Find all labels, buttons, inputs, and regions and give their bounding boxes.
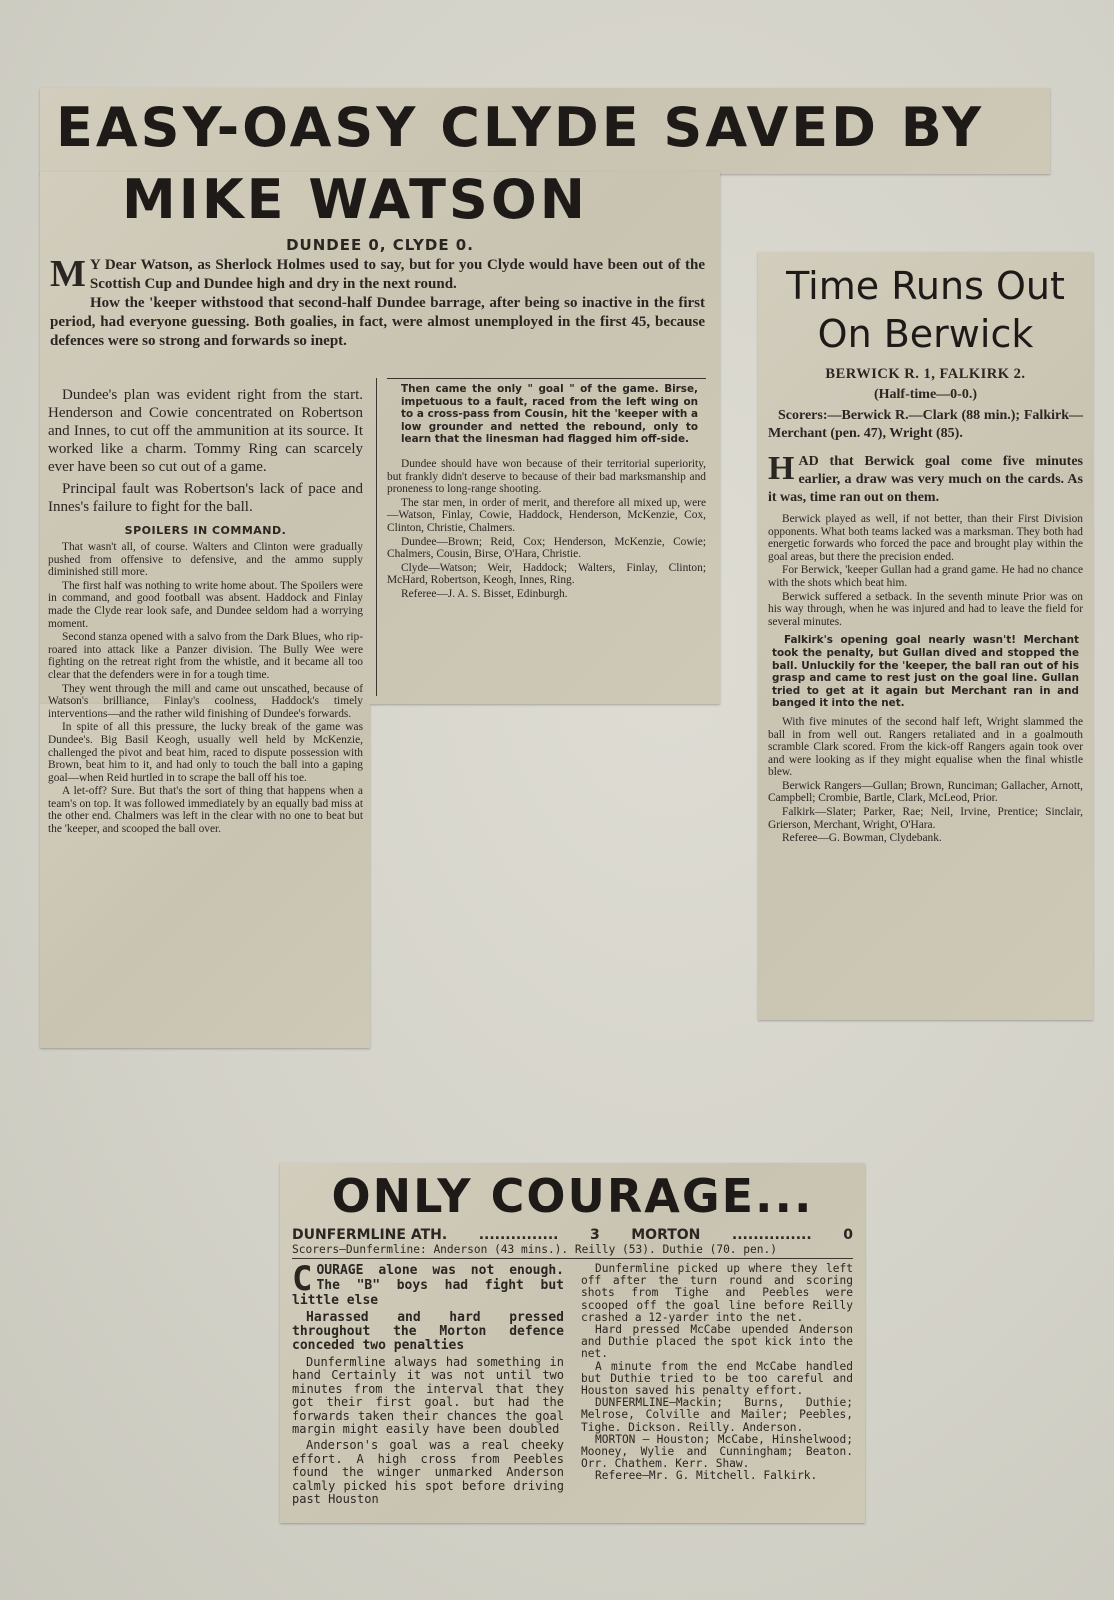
clyde-col2-p3: Dundee—Brown; Reid, Cox; Henderson, McKenzie, Cowie; Chalmers, Cousin, Birse, O'Hara, Christie.: [387, 535, 706, 561]
courage-lead: [292, 1259, 564, 1308]
berwick-p1: Berwick played as well, if not better, than their First Division opponents. What both teams lacked was a marksman. They both had energetic forwards who forced the pace and brought play within the goal areas, but there the precision ended.: [768, 513, 1083, 563]
berwick-article: [758, 252, 1093, 1020]
berwick-lead: [768, 450, 1083, 507]
clyde-col2-p2: The star men, in order of merit, and therefore all mixed up, were—Watson, Finlay, Cowie, Haddock, Henderson, McKenzie, Cox, Clinton, Christie, Chalmers.: [387, 496, 706, 534]
berwick-p4: With five minutes of the second half left, Wright slammed the ball in from well out. Rangers retaliated and in a goalmouth scramble Clark scored. From the kick-off Rangers again took over and were looking as if they might equalise when the final whistle blew.: [768, 715, 1083, 779]
clyde-headline-line2: MIKE WATSON: [122, 172, 588, 231]
clyde-column-2: [376, 378, 706, 696]
berwick-headline-line2: On Berwick: [817, 312, 1034, 356]
courage-p4: Dunfermline picked up where they left off after the turn round and scoring shots from Tighe and Peebles were scooped off the goal line before Reilly crashed a 12-yarder into the net.: [581, 1262, 853, 1324]
courage-p3: Anderson's goal was a real cheeky effort. A high cross from Peebles found the winger unmarked Anderson calmly picked his spot before driving past Houston: [292, 1438, 564, 1507]
courage-p6: A minute from the end McCabe handled but Duthie tried to be too careful and Houston saved his penalty effort.: [581, 1359, 853, 1398]
courage-dots1: ...............: [478, 1227, 559, 1243]
courage-result-line: [292, 1227, 853, 1243]
clyde-col2-p1: Dundee should have won because of their territorial superiority, but frankly didn't deserve to because of their bad marksmanship and proneness to long-range shooting.: [387, 457, 706, 496]
courage-p7: DUNFERMLINE—Mackin; Burns, Duthie; Melrose, Colville and Mailer; Peebles, Tighe. Dickson. Reilly. Anderson.: [581, 1396, 853, 1434]
clyde-goal-box: Then came the only " goal " of the game. Birse, impetuous to a fault, raced from the left wing on to a cross-pass from Cousin, hit the 'keeper with a low grounder and netted the rebound, only to learn that the linesman had flagged him off-side.: [387, 378, 706, 454]
courage-p5: Hard pressed McCabe upended Anderson and Duthie placed the spot kick into the net.: [581, 1323, 853, 1361]
clyde-subhead: SPOILERS IN COMMAND.: [124, 524, 287, 537]
courage-column-1: [292, 1259, 564, 1507]
clyde-col1-p3: That wasn't all, of course. Walters and Clinton were gradually pushed from offensive to defensive, and the ammo supply diminished still more.: [48, 541, 363, 579]
courage-dots2: ...............: [731, 1227, 812, 1243]
clyde-score: DUNDEE 0, CLYDE 0.: [286, 236, 474, 254]
berwick-body-2: [768, 716, 1083, 845]
clyde-col1-p5: Second stanza opened with a salvo from the Dark Blues, who rip-roared into attack like a Panzer division. The Bully Wee were fighting on the retreat right from the whistle, and it became all too clear that the defenders were in for a tough time.: [48, 631, 363, 681]
berwick-p2: For Berwick, 'keeper Gullan had a grand game. He had no chance with the shots which beat him.: [768, 564, 1083, 589]
berwick-p7: Referee—G. Bowman, Clydebank.: [782, 832, 942, 845]
berwick-p5: Berwick Rangers—Gullan; Brown, Runciman; Gallacher, Arnott, Campbell; Crombie, Bartle, Clark, McLeod, Prior.: [768, 779, 1083, 805]
clyde-col1-p7: In spite of all this pressure, the lucky break of the game was Dundee's. Big Basil Keogh, usually well held by McKenzie, challenged the pivot and beat him, raced to dispute possession with Brown, beat him to it, and had only to touch the ball into a gaping goal—when Reid hurtled in to scrape the ball off his toe.: [48, 721, 363, 784]
courage-p2: Dunfermline always had something in hand Certainly it was not until two minutes from the interval that they got their first goal. but had the forwards taken their chances the goal margin might easily have been doubled: [292, 1355, 564, 1437]
clyde-lead-p2: How the 'keeper withstood that second-half Dundee barrage, after being so inactive in the first period, had everyone guessing. Both goalies, in fact, were almost unemployed in the first 45, because defences were so strong and forwards so inept.: [50, 295, 705, 349]
clyde-col1-p1: Dundee's plan was evident right from the start. Henderson and Cowie concentrated on Robertson and Innes, to cut off the ammunition at its source. It worked like a charm. Tommy Ring can scarcely ever have been so cut out of a game.: [48, 387, 363, 475]
berwick-p6: Falkirk—Slater; Parker, Rae; Neil, Irvine, Prentice; Sinclair, Grierson, Merchant, Wright, O'Hara.: [768, 806, 1083, 831]
clyde-col2-p5: Referee—J. A. S. Bisset, Edinburgh.: [401, 587, 568, 600]
clyde-col1-lower: [48, 541, 363, 836]
berwick-score: BERWICK R. 1, FALKIRK 2.: [825, 366, 1026, 382]
berwick-body-1: [768, 513, 1083, 628]
courage-article: [280, 1163, 865, 1523]
clyde-column-1-text: [48, 386, 363, 1042]
courage-p9: Referee—Mr. G. Mitchell. Falkirk.: [595, 1469, 818, 1483]
clyde-col1-p6: They went through the mill and came out unscathed, because of Watson's brilliance, Finlay's coolness, Haddock's timely interventions—and the rather wild finishing of Dundee's forwards.: [48, 682, 363, 720]
clyde-lead: [50, 253, 705, 352]
courage-lead-text: OURAGE alone was not enough. The "B" boys had fight but little else: [292, 1263, 564, 1308]
courage-headline: ONLY COURAGE...: [331, 1169, 814, 1223]
berwick-goal-box: Falkirk's opening goal nearly wasn't! Merchant took the penalty, but Gullan dived and stopped the ball. Unluckily for the 'keeper, the ball ran out of his grasp and came to rest just on the goal line. Gullan tried to get at it again but Merchant ran in and banged it into the net.: [772, 634, 1079, 710]
berwick-p3: Berwick suffered a setback. In the seventh minute Prior was on his way through, when he was injured and had to leave the field for several minutes.: [768, 590, 1083, 628]
berwick-headline: [768, 262, 1083, 358]
clyde-col1-p2: Principal fault was Robertson's lack of pace and Innes's failure to fight for the ball.: [48, 481, 363, 515]
courage-p8: MORTON — Houston; McCabe, Hinshelwood; Mooney, Wylie and Cunningham; Beaton. Orr. Chathem. Kerr. Shaw.: [581, 1432, 853, 1471]
berwick-halftime: (Half-time—0-0.): [873, 387, 978, 402]
berwick-headline-line1: Time Runs Out: [786, 264, 1065, 308]
clyde-headline-line1: EASY-OASY CLYDE SAVED BY: [56, 96, 985, 159]
courage-team2: MORTON: [631, 1227, 701, 1243]
berwick-scorers: Scorers:—Berwick R.—Clark (88 min.); Falkirk—Merchant (pen. 47), Wright (85).: [768, 408, 1083, 441]
clyde-lead-text: Y Dear Watson, as Sherlock Holmes used to say, but for you Clyde would have been out of the Scottish Cup and Dundee high and dry in the next round.: [89, 257, 705, 292]
courage-score2: 0: [843, 1227, 853, 1243]
clyde-headline-strip: [40, 88, 1050, 174]
courage-columns: [292, 1259, 853, 1507]
clyde-col2-text: [387, 458, 706, 601]
berwick-lead-text: AD that Berwick goal come five minutes earlier, a draw was very much on the cards. As it was, time ran out on them.: [768, 454, 1083, 505]
courage-scorers: Scorers—Dunfermline: Anderson (43 mins.). Reilly (53). Duthie (70. pen.): [292, 1243, 853, 1259]
clyde-col1-p4: The first half was nothing to write home about. The Spoilers were in command, and good football was absent. Haddock and Finlay made the Clyde rear look safe, and Dundee seldom had a worrying moment.: [48, 579, 363, 630]
courage-column-2: [581, 1263, 853, 1506]
clyde-col1-upper: [48, 386, 363, 516]
berwick-dropcap: H: [768, 450, 795, 487]
clyde-col1-p8: A let-off? Sure. But that's the sort of thing that happens when a team's on top. It was followed immediately by an equally bad miss at the other end. Chalmers was left in the clear with no one to beat but the 'keeper, and scooped the ball over.: [48, 785, 363, 836]
courage-dropcap: C: [292, 1259, 313, 1299]
courage-team1: DUNFERMLINE ATH.: [292, 1227, 448, 1243]
courage-p1: Harassed and hard pressed throughout the Morton defence conceded two penalties: [292, 1310, 564, 1353]
clyde-col2-p4: Clyde—Watson; Weir, Haddock; Walters, Finlay, Clinton; McHard, Robertson, Keogh, Innes, Ring.: [387, 561, 706, 587]
clyde-dropcap: M: [50, 253, 86, 295]
courage-score1: 3: [589, 1227, 600, 1243]
